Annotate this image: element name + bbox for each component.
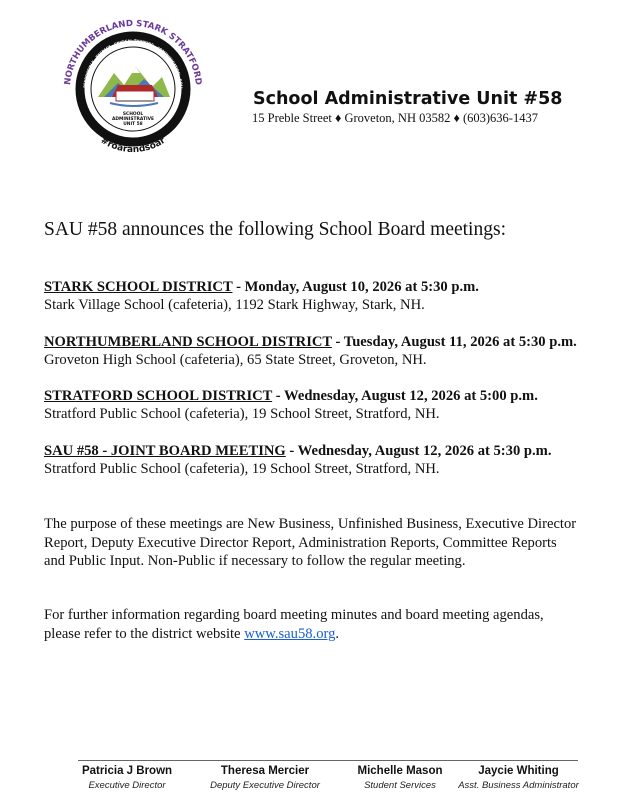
sau58-logo [52,11,214,161]
purpose-line: The purpose of these meetings are New Business, Unfinished Business, Executive Director [44,516,577,532]
logo-center-line-1: SCHOOL [122,112,144,117]
info-paragraph [44,606,604,643]
meeting-stratford [44,387,614,423]
meeting-heading [44,333,614,351]
info-text: please refer to the district website [44,625,245,642]
signature-block [200,765,330,791]
signatory-name: Theresa Mercier [220,765,310,777]
meeting-heading [44,278,614,296]
signatory-title: Executive Director [88,780,166,791]
district-name: STARK SCHOOL DISTRICT [44,279,233,295]
logo-center-line-2: ADMINISTRATIVE [112,117,154,122]
signatory-title: Asst. Business Administrator [458,780,579,791]
footer-divider [78,760,578,761]
meeting-datetime: - Monday, August 10, 2026 at 5:30 p.m. [232,279,479,295]
signatory-title: Student Services [364,780,436,791]
signatory-name: Patricia J Brown [81,765,173,777]
meeting-location: Stratford Public School (cafeteria), 19 School Street, Stratford, NH. [44,461,440,477]
logo-center-line-3: UNIT 58 [123,122,143,127]
signatory-name: Michelle Mason [357,765,443,777]
district-name: STRATFORD SCHOOL DISTRICT [44,388,273,404]
meeting-datetime: - Wednesday, August 12, 2026 at 5:00 p.m. [272,388,538,404]
meeting-heading [44,387,614,405]
info-line [44,625,604,644]
district-website-link[interactable]: www.sau58.org [244,625,336,642]
meeting-joint-board [44,442,614,478]
meeting-location: Stark Village School (cafeteria), 1192 Stark Highway, Stark, NH. [44,297,425,313]
logo-hashtag: #roarandsoar [98,135,168,156]
purpose-line: and Public Input. Non-Public if necessary to follow the regular meeting. [44,553,466,569]
organization-address: 15 Preble Street ♦ Groveton, NH 03582 ♦ (603)636-1437 [252,111,538,125]
logo-values-text: RESPONSIBLE · RESPECT · CRITICAL THINKING · COMMUNICATION · COLL [82,38,184,90]
organization-name: School Administrative Unit #58 [253,89,563,109]
district-name: SAU #58 - JOINT BOARD MEETING [44,443,286,459]
meeting-datetime: - Tuesday, August 11, 2026 at 5:30 p.m. [331,334,577,350]
signature-block [345,765,455,791]
announcement-heading: SAU #58 announces the following School Board meetings: [44,219,506,240]
meeting-datetime: - Wednesday, August 12, 2026 at 5:30 p.m. [285,443,552,459]
info-text-end: . [335,625,340,642]
meeting-stark [44,278,614,314]
purpose-line: Report, Deputy Executive Director Report, Administration Reports, Committee Reports [44,534,557,551]
info-line: For further information regarding board meeting minutes and board meeting agendas, [44,607,544,623]
signature-block [456,765,581,791]
meeting-northumberland [44,333,614,369]
meeting-location: Groveton High School (cafeteria), 65 State Street, Groveton, NH. [44,352,427,368]
meeting-heading [44,442,614,460]
signatory-name: Jaycie Whiting [478,765,559,777]
meeting-location: Stratford Public School (cafeteria), 19 School Street, Stratford, NH. [44,406,440,422]
purpose-paragraph [44,515,604,571]
signatory-title: Deputy Executive Director [210,780,320,791]
signature-block [72,765,182,791]
logo-ring-text: NORTHUMBERLAND STARK STRATFORD [63,18,203,86]
district-name: NORTHUMBERLAND SCHOOL DISTRICT [44,334,332,350]
